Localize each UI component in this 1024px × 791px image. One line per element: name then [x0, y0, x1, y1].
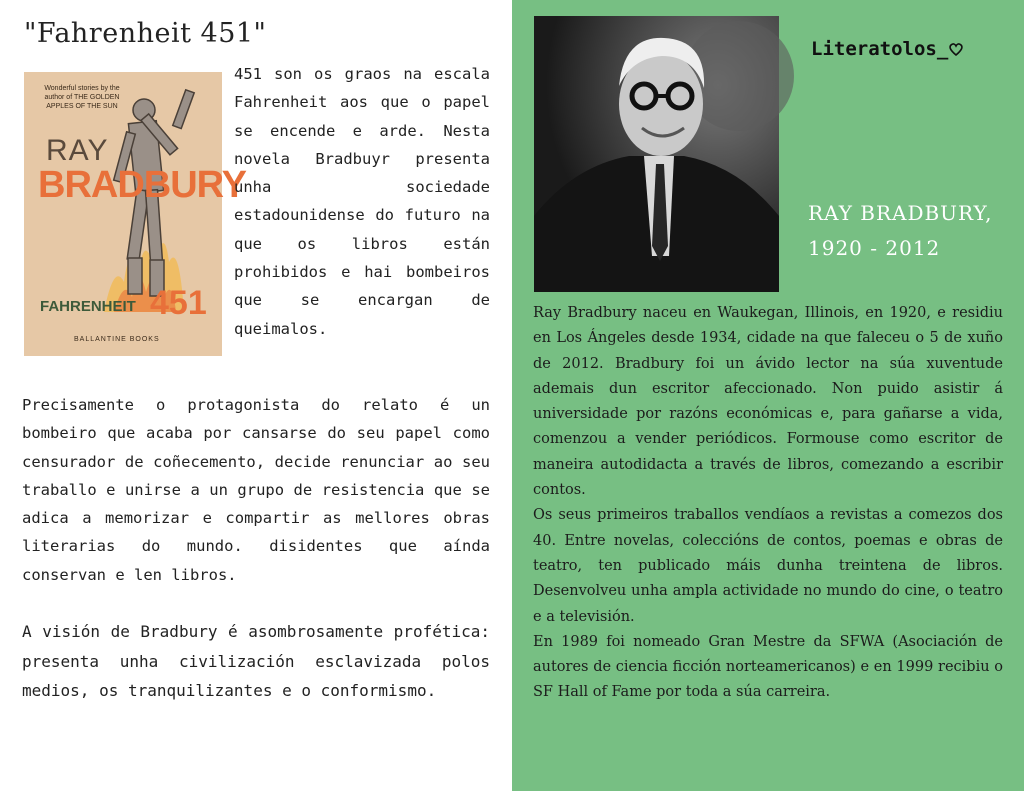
- biography: [533, 301, 1003, 706]
- cover-title-word: FAHRENHEIT: [40, 298, 136, 315]
- cover-author-first: RAY: [46, 134, 109, 167]
- brand-text: Literatolos_: [811, 38, 949, 60]
- intro-paragraph: 451 son os graos na escala Fahrenheit aos que o papel se encende e arde. Nesta novela Bradbuyr presenta unha sociedade estadounidense do futuro na que os libros están prohibidos e hai bombeiros que se encargan de queimalos.: [234, 65, 490, 338]
- heart-icon: [948, 41, 964, 57]
- book-cover-image: [24, 72, 247, 356]
- brand-logo: [811, 38, 964, 60]
- author-name: RAY BRADBURY,: [808, 201, 993, 225]
- bio-paragraph: En 1989 foi nomeado Gran Mestre da SFWA (Asociación de autores de ciencia ficción norteamericanos) e en 1999 recibiu o SF Hall of Fame por toda a súa carreira.: [533, 633, 1003, 701]
- cover-tagline: Wonderful stories by the author of THE GOLDEN APPLES OF THE SUN: [44, 85, 120, 110]
- vision-paragraph: A visión de Bradbury é asombrosamente profética: presenta unha civilización esclavizada polos medios, os tranquilizantes e o conformismo.: [22, 622, 490, 700]
- portrait-illustration: [534, 16, 779, 292]
- bio-paragraph: Os seus primeiros traballos vendíaos a revistas a comezos dos 40. Entre novelas, coleccións de contos, poemas e obras de teatro, ten publicado máis dunha treintena de libros. Desenvolveu unha ampla actividade no mundo do cine, o teatro e a televisión.: [533, 507, 1003, 625]
- cover-author-last: BRADBURY: [38, 164, 247, 206]
- author-name-dates: [808, 196, 992, 266]
- author-portrait-photo: [534, 16, 779, 292]
- page-title: "Fahrenheit 451": [24, 18, 267, 49]
- author-dates: 1920 - 2012: [808, 236, 941, 260]
- bio-paragraph: Ray Bradbury naceu en Waukegan, Illinois, en 1920, e residiu en Los Ángeles desde 1934, cidade na que faleceu o 5 de xuño de 2012. Bradbury foi un ávido lector na súa xuventude ademais dun escritor afeccionado. Non puido asistir á universidade por razóns económicas e, para gañarse a vida, comenzou a vender periódicos. Formouse como escritor de maneira autodidacta a través de libros, comezando a escribir contos.: [533, 305, 1003, 499]
- cover-title-number: 451: [150, 284, 207, 322]
- cover-publisher: BALLANTINE BOOKS: [74, 336, 160, 343]
- plot-paragraph: Precisamente o protagonista do relato é un bombeiro que acaba por cansarse do seu papel como censurador de coñecemento, decide renunciar ao seu traballo e unirse a un grupo de resistencia que se adica a memorizar e compartir as mellores obras literarias do mundo. disidentes que aínda conservan e len libros.: [22, 396, 490, 584]
